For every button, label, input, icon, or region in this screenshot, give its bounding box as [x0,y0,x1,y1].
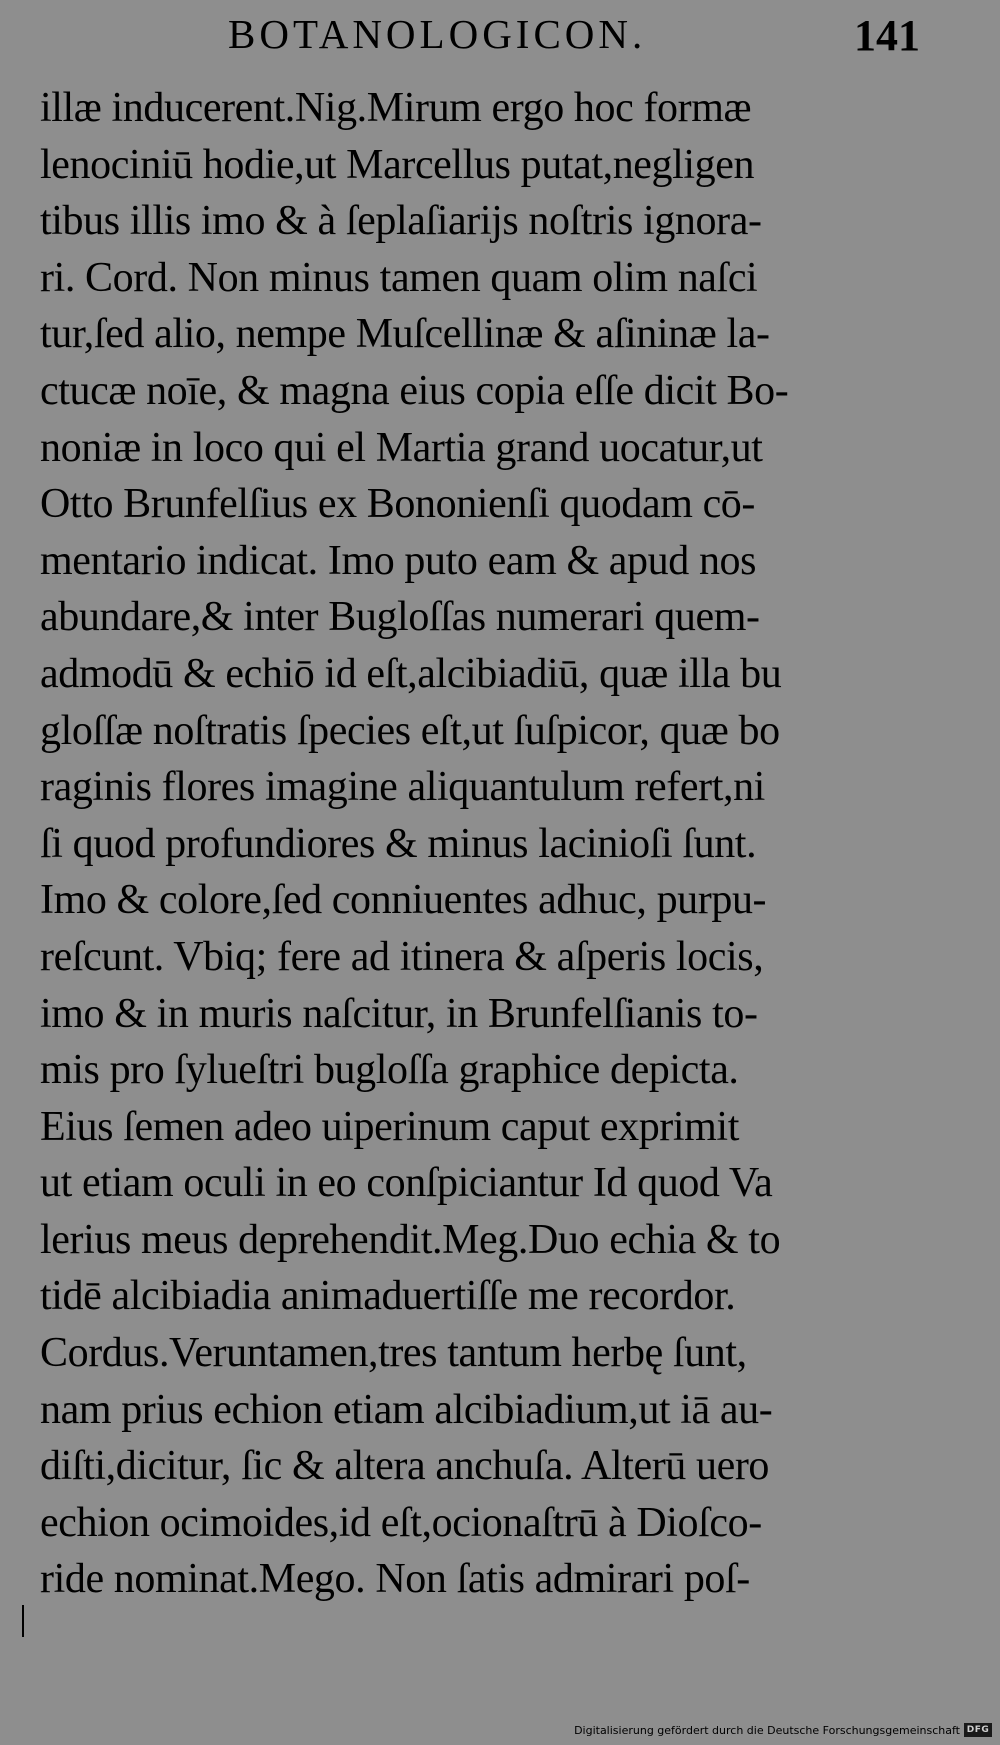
running-title: BOTANOLOGICON. [228,11,647,57]
text-line: Cordus.Veruntamen,tres tantum herbę ſunt, [40,1330,747,1377]
text-line: mentario indicat. Imo puto eam & apud nos [40,537,757,584]
text-line: tur,ſed alio, nempe Muſcellinæ & aſininæ la- [40,311,770,358]
page-footer [0,1715,1000,1739]
text-line: gloſſæ noſtratis ſpecies eſt,ut ſuſpicor, quæ bo [40,707,780,754]
text-line: illæ inducerent.Nig.Mirum ergo hoc formæ [40,85,752,131]
text-line: ſi quod profundiores & minus lacinioſi ſunt. [40,820,757,867]
text-line: admodū & echiō id eſt,alcibiadiū, quæ illa bu [40,650,782,697]
text-line: tidē alcibiadia animaduertiſſe me recordor. [40,1273,736,1320]
page-header [0,10,1000,70]
text-line: imo & in muris naſcitur, in Brunfelſianis to- [40,990,758,1037]
text-line: mis pro ſylueſtri bugloſſa graphice depicta. [40,1047,739,1094]
body-text [40,80,948,1608]
margin-mark [22,1605,24,1637]
text-line: noniæ in loco qui el Martia grand uocatur,ut [40,424,763,471]
text-line: Otto Brunfelſius ex Bononienſi quodam cō- [40,481,755,528]
text-line: nam prius echion etiam alcibiadium,ut iā au- [40,1386,773,1433]
funding-credit: Digitalisierung gefördert durch die Deutsche Forschungsgemeinschaft [574,1724,960,1737]
page-number: 141 [854,11,920,60]
text-line: diſti,dicitur, ſic & altera anchuſa. Alterū uero [40,1443,770,1490]
text-line: lenociniū hodie,ut Marcellus putat,negligen [40,141,755,188]
dfg-logo-icon: DFG [964,1723,992,1737]
text-line: reſcunt. Vbiq; fere ad itinera & aſperis locis, [40,933,764,980]
text-line: ri. Cord. Non minus tamen quam olim naſci [40,254,758,301]
text-line: abundare,& inter Bugloſſas numerari quem- [40,594,760,641]
text-line: ut etiam oculi in eo conſpiciantur Id quod Va [40,1160,773,1207]
text-line: lerius meus deprehendit.Meg.Duo echia & to [40,1216,781,1263]
text-line: raginis flores imagine aliquantulum refert,ni [40,764,765,811]
text-line: tibus illis imo & à ſeplaſiarijs noſtris ignora- [40,198,762,245]
text-line: echion ocimoides,id eſt,ocionaſtrū à Dioſco- [40,1499,762,1546]
text-line: Eius ſemen adeo uiperinum caput exprimit [40,1103,739,1150]
text-line: ride nominat.Mego. Non ſatis admirari poſ- [40,1556,750,1603]
text-line: ctucæ noīe, & magna eius copia eſſe dicit Bo- [40,367,789,414]
text-line: Imo & colore,ſed conniuentes adhuc, purpu- [40,877,767,924]
